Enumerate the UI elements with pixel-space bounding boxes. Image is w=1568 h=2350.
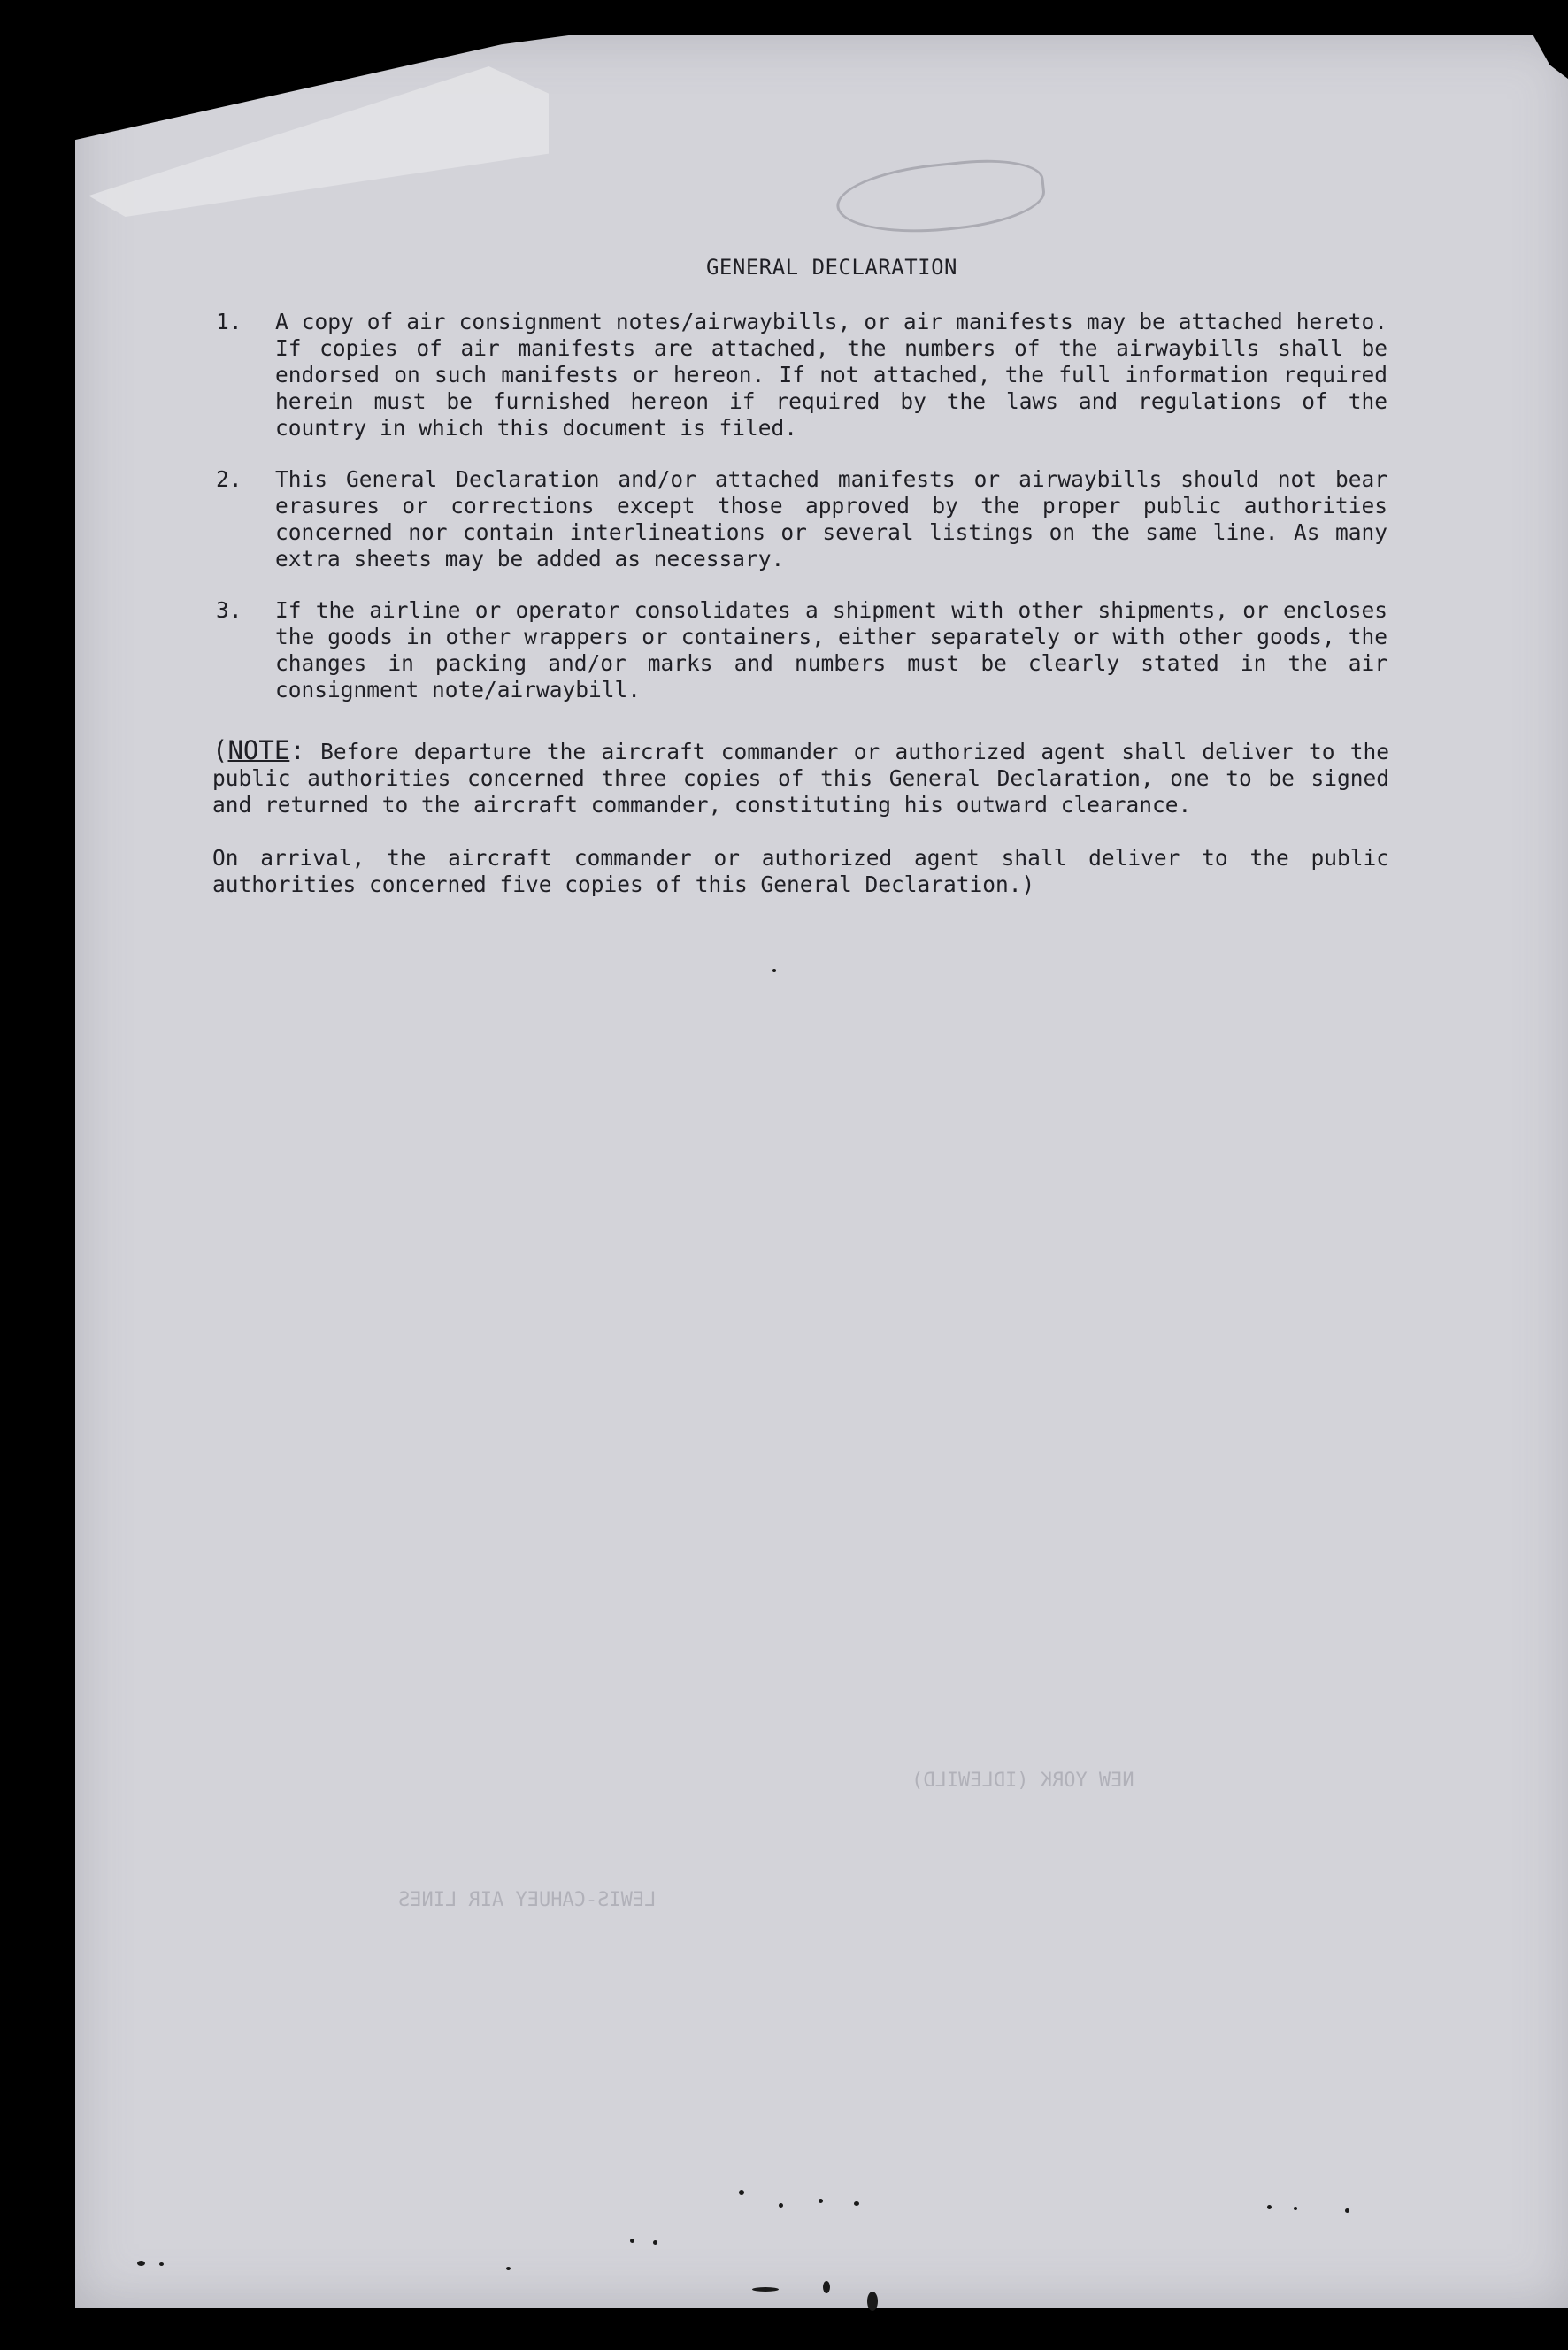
list-item xyxy=(212,309,1389,442)
bleed-through-text: NEW YORK (IDLEWILD) xyxy=(911,1770,1134,1792)
ink-speck xyxy=(772,969,776,972)
arrival-paragraph: On arrival, the aircraft commander or authorized agent shall deliver to the public authorities concerned five copies of this General Declaration.) xyxy=(212,845,1389,897)
ink-speck xyxy=(1294,2207,1297,2210)
note-label xyxy=(227,735,289,765)
list-item xyxy=(212,466,1389,572)
ink-speck xyxy=(159,2262,164,2266)
ink-speck xyxy=(137,2261,145,2266)
ink-speck xyxy=(653,2240,657,2245)
note-colon: : xyxy=(289,735,305,765)
ink-speck xyxy=(819,2199,823,2203)
item-number: 1. xyxy=(216,309,242,334)
note-paragraph xyxy=(212,737,1389,818)
page-title: GENERAL DECLARATION xyxy=(705,255,958,280)
ink-speck xyxy=(779,2203,783,2208)
note-text: Before departure the aircraft commander or authorized agent shall deliver to the public authorities concerned three copies of this General Declaration, one to be signed and returned to the aircraft commander, constituting his outward clearance. xyxy=(212,739,1389,818)
ink-speck xyxy=(1345,2208,1349,2213)
ink-speck xyxy=(630,2239,634,2243)
note-label-text: NOTE xyxy=(227,735,290,765)
ink-speck xyxy=(739,2190,744,2195)
item-text: A copy of air consignment notes/airwaybills, or air manifests may be attached hereto. If copies of air manifests are attached, the numbers of the airwaybills shall be endorsed on such manifests or hereon. If not attached, the full information required herein must be furnished hereon if required by the laws and regulations of the country in which this document is filed. xyxy=(275,309,1387,441)
note-open-paren: ( xyxy=(212,735,228,765)
ink-speck xyxy=(752,2287,779,2292)
item-number: 3. xyxy=(216,597,242,623)
ink-speck xyxy=(854,2201,859,2206)
ink-speck xyxy=(867,2292,878,2311)
bleed-through-text: LEWIS-CAHUEY AIR LINES xyxy=(398,1889,657,1911)
item-number: 2. xyxy=(216,466,242,492)
ink-speck xyxy=(823,2281,830,2293)
item-text: If the airline or operator consolidates a shipment with other shipments, or encloses the goods in other wrappers or containers, either separately or with other goods, the changes in packing and/or marks and numbers must be clearly stated in the air consignment note/airwaybill. xyxy=(275,597,1387,703)
document-body xyxy=(212,254,1389,898)
list-item xyxy=(212,597,1389,703)
ink-speck xyxy=(1267,2205,1272,2209)
item-text: This General Declaration and/or attached manifests or airwaybills should not bear erasures or corrections except those approved by the proper public authorities concerned nor contain interlineations or several listings on the same line. As many extra sheets may be added as necessary. xyxy=(275,466,1387,572)
ink-speck xyxy=(506,2267,511,2270)
